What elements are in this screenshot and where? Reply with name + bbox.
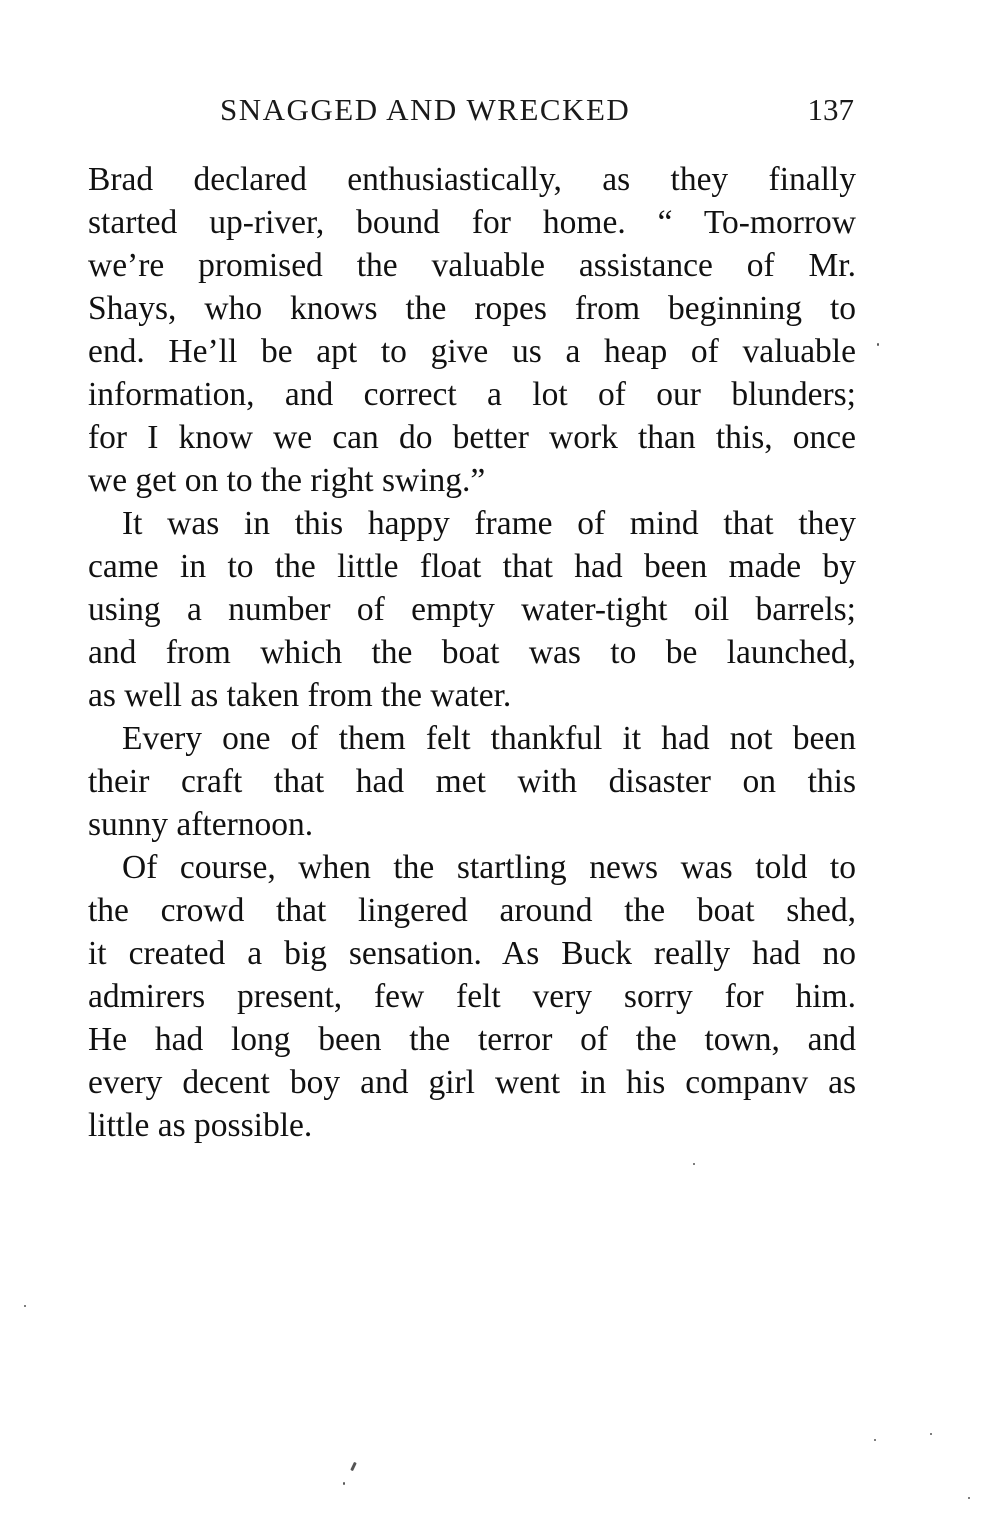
scan-speck bbox=[343, 1482, 345, 1485]
text-line: little as possible. bbox=[88, 1107, 313, 1144]
running-title: SNAGGED AND WRECKED bbox=[220, 92, 631, 127]
text-line: Every one of them felt thankful it had not been bbox=[122, 720, 856, 757]
paragraph-4 bbox=[88, 846, 856, 1147]
page-number: 137 bbox=[807, 92, 854, 127]
text-line: for I know we can do better work than this, once bbox=[88, 419, 856, 456]
text-line: using a number of empty water-tight oil barrels; bbox=[88, 591, 856, 628]
text-line: and from which the boat was to be launched, bbox=[88, 634, 856, 671]
scan-speck bbox=[877, 343, 879, 346]
scan-speck bbox=[693, 1163, 695, 1165]
text-line: we get on to the right swing.” bbox=[88, 462, 486, 499]
text-line: came in to the little float that had been made by bbox=[88, 548, 856, 585]
running-head bbox=[88, 92, 856, 136]
paragraph-1 bbox=[88, 158, 856, 502]
scan-speck bbox=[874, 1439, 876, 1441]
body-text bbox=[88, 158, 856, 1147]
text-line: as well as taken from the water. bbox=[88, 677, 512, 714]
text-line: Brad declared enthusiastically, as they finally bbox=[88, 161, 856, 198]
text-line: sunny afternoon. bbox=[88, 806, 314, 843]
text-line: the crowd that lingered around the boat shed, bbox=[88, 892, 856, 929]
text-line: Of course, when the startling news was told to bbox=[122, 849, 856, 886]
scan-speck bbox=[930, 1433, 932, 1435]
text-line: it created a big sensation. As Buck really had no bbox=[88, 935, 856, 972]
text-line: information, and correct a lot of our blunders; bbox=[88, 376, 856, 413]
text-line: Shays, who knows the ropes from beginning to bbox=[88, 290, 856, 327]
text-line: we’re promised the valuable assistance of Mr. bbox=[88, 247, 856, 284]
scan-speck bbox=[24, 1305, 26, 1307]
text-line: started up-river, bound for home. “ To-morrow bbox=[88, 204, 856, 241]
paragraph-2 bbox=[88, 502, 856, 717]
text-line: every decent boy and girl went in his companv as bbox=[88, 1064, 856, 1101]
paragraph-3 bbox=[88, 717, 856, 846]
text-line: their craft that had met with disaster on this bbox=[88, 763, 856, 800]
text-line: end. He’ll be apt to give us a heap of valuable bbox=[88, 333, 856, 370]
text-line: He had long been the terror of the town, and bbox=[88, 1021, 856, 1058]
scan-speck bbox=[350, 1462, 357, 1471]
text-line: admirers present, few felt very sorry for him. bbox=[88, 978, 856, 1015]
text-line: It was in this happy frame of mind that they bbox=[122, 505, 856, 542]
scan-speck bbox=[968, 1497, 970, 1499]
